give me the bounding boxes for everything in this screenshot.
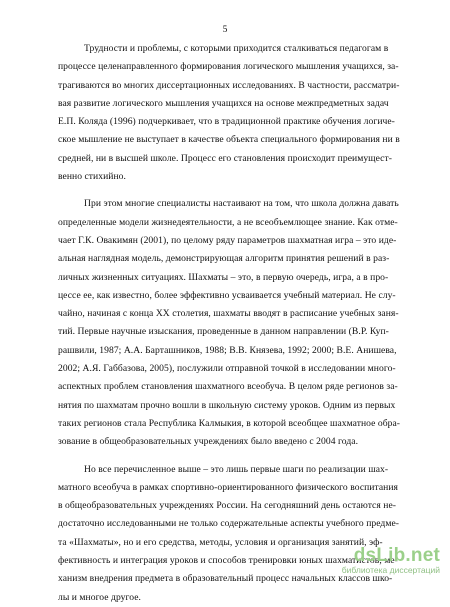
document-body <box>58 40 410 607</box>
paragraph-1 <box>58 40 410 186</box>
text-line: Но все перечисленное выше – это лишь первые шаги по реализации шах- <box>84 463 389 475</box>
page-number: 5 <box>222 25 228 35</box>
text-line: фективность и интеграция уроков и способов тренировки юных шахматистов, ме- <box>58 555 398 567</box>
text-line: ское мышление не выступает в качестве объекта специального формирования ни в <box>58 134 400 146</box>
text-line: венно стихийно. <box>58 171 126 183</box>
text-line: тий. Первые научные изыскания, проведенные в данном направлении (В.Р. Куп- <box>58 326 389 338</box>
text-line: определенные модели жизнедеятельности, а не всеобъемлющее знание. Как отме- <box>58 216 398 228</box>
text-line: При этом многие специалисты настаивают на том, что школа должна давать <box>84 198 399 210</box>
text-line: средней, ни в высшей школе. Процесс его становления происходит преимущест- <box>58 152 392 164</box>
text-line: процессе целенаправленного формирования логического мышления учащихся, за- <box>58 61 399 73</box>
text-line: 2002; А.Я. Габбазова, 2005), послужили отправной точкой в исследовании много- <box>58 363 396 375</box>
paragraph-spacer <box>58 186 410 195</box>
text-line: матного всеобуча в рамках спортивно-ориентированного физического воспитания <box>58 481 398 493</box>
text-line: личных жизненных ситуациях. Шахматы – это, в первую очередь, игра, а в про- <box>58 271 389 283</box>
text-line: цессе ее, как известно, более эффективно усваивается учебный материал. Не слу- <box>58 289 396 301</box>
text-line: в общеобразовательных учреждениях России. На сегодняшний день остаются не- <box>58 500 397 512</box>
text-line: зование в общеобразовательных учреждениях было введено с 2004 года. <box>58 436 359 448</box>
text-line: ханизм внедрения предмета в образовательный процесс начальных классов шко- <box>58 573 393 585</box>
watermark-logo: dsLib.net <box>353 545 440 566</box>
text-line: чает Г.К. Овакимян (2001), по целому ряду параметров шахматная игра – это иде- <box>58 234 397 246</box>
text-line: таких регионов стала Республика Калмыкия, в которой всеобщее шахматное обра- <box>58 417 401 429</box>
text-line: Е.П. Коляда (1996) подчеркивает, что в традиционной практике обучения логиче- <box>58 116 395 128</box>
text-line: Трудности и проблемы, с которыми приходится сталкиваться педагогам в <box>84 43 389 54</box>
text-line: нятия по шахматам прочно вошли в школьную систему уроков. Одним из первых <box>58 399 396 411</box>
paragraph-2 <box>58 195 410 451</box>
watermark-caption: библиотека диссертаций <box>341 565 440 575</box>
paragraph-3 <box>58 461 410 607</box>
text-line: чайно, начиная с конца ХХ столетия, шахматы вводят в расписание учебных заня- <box>58 308 399 320</box>
text-line: лы и многое другое. <box>58 591 141 603</box>
text-line: та «Шахматы», но и его средства, методы, условия и организация занятий, эф- <box>58 536 383 548</box>
paragraph-spacer <box>58 452 410 461</box>
text-line: трагиваются во многих диссертационных исследованиях. В частности, рассматри- <box>58 79 400 91</box>
text-line: рашвили, 1987; А.А. Барташников, 1988; В.В. Князева, 1992; 2000; В.Е. Анишева, <box>58 344 397 356</box>
text-line: альная наглядная модель, демонстрирующая алгоритм принятия решений в раз- <box>58 253 390 265</box>
text-line: вая развитие логического мышления учащихся на основе межпредметных задач <box>58 97 389 109</box>
text-line: аспектных проблем становления шахматного всеобуча. В целом ряде регионов за- <box>58 381 398 393</box>
watermark <box>336 546 440 576</box>
text-line: достаточно исследованными не только содержательные аспекты учебного предме- <box>58 518 400 530</box>
